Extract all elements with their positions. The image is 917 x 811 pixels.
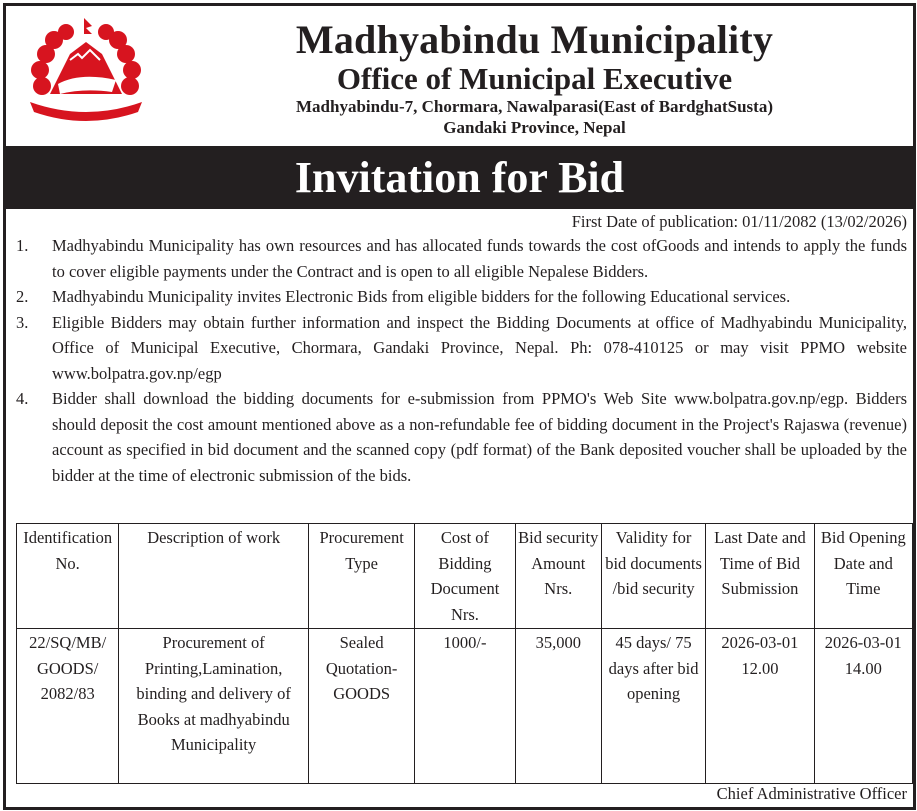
clause-number: 3. — [16, 312, 29, 332]
address-line-1: Madhyabindu-7, Chormara, Nawalparasi(East of BardghatSusta) — [296, 97, 773, 116]
nepal-emblem-icon — [20, 14, 152, 126]
header-identification: Identification No. — [17, 524, 119, 629]
table-row — [17, 629, 913, 784]
clause-text: Madhyabindu Municipality has own resources and has allocated funds towards the cost ofGoods and intends to apply the funds to cover eligible payments under the Contract and is open to all eligible Nepalese Bidders. — [52, 236, 907, 281]
clause-item — [6, 233, 913, 284]
signatory: Chief Administrative Officer — [716, 784, 907, 803]
notice-title-banner: Invitation for Bid — [6, 146, 913, 209]
header-cost: Cost of Bidding Document Nrs. — [415, 524, 515, 629]
cell-bid-security: 35,000 — [515, 629, 601, 784]
cell-validity: 45 days/ 75 days after bid opening — [601, 629, 705, 784]
cell-last-date: 2026-03-01 12.00 — [706, 629, 814, 784]
cell-cost: 1000/- — [415, 629, 515, 784]
cell-description: Procurement of Printing,Lamination, binding and delivery of Books at madhyabindu Municipality — [119, 629, 309, 784]
header-description: Description of work — [119, 524, 309, 629]
header-bid-security: Bid security Amount Nrs. — [515, 524, 601, 629]
clause-item — [6, 284, 913, 310]
header-opening-date: Bid Opening Date and Time — [814, 524, 912, 629]
header-validity: Validity for bid documents /bid security — [601, 524, 705, 629]
header-last-date: Last Date and Time of Bid Submission — [706, 524, 814, 629]
header-procurement-type: Procurement Type — [308, 524, 414, 629]
publication-date: First Date of publication: 01/11/2082 (13/02/2026) — [571, 212, 907, 231]
clause-number: 2. — [16, 287, 29, 306]
clause-text: Eligible Bidders may obtain further information and inspect the Bidding Documents at office of Madhyabindu Municipality, Office of Municipal Executive, Chormara, Gandaki Province, Nepal. Ph: 078-410125 or may visit PPMO website www.bolpatra.gov.np/egp — [52, 312, 907, 383]
notice-header — [6, 6, 913, 146]
clause-text: Bidder shall download the bidding documents for e-submission from PPMO's Web Site www.bolpatra.gov.np/egp. Bidders should deposit the cost amount mentioned above as a non-refundable fee of bidding document in the Project's Rajaswa (revenue) account as specified in bid document and the scanned copy (pdf format) of the Bank deposited voucher shall be uploaded by the bidder at the time of electronic submission of the bids. — [52, 389, 907, 485]
header-titles — [156, 6, 913, 138]
notice-frame — [3, 3, 916, 810]
cell-procurement-type: Sealed Quotation- GOODS — [308, 629, 414, 784]
clause-item — [6, 386, 913, 488]
office-name: Office of Municipal Executive — [336, 61, 733, 96]
clause-text: Madhyabindu Municipality invites Electronic Bids from eligible bidders for the following Educational services. — [52, 287, 791, 306]
clause-number: 4. — [16, 389, 29, 408]
municipality-name: Madhyabindu Municipality — [295, 17, 774, 62]
bid-table — [16, 523, 913, 784]
cell-identification: 22/SQ/MB/ GOODS/ 2082/83 — [17, 629, 119, 784]
clause-number: 1. — [16, 236, 29, 255]
address-line-2: Gandaki Province, Nepal — [443, 118, 626, 137]
table-header-row — [17, 524, 913, 629]
clauses-list — [6, 233, 913, 488]
cell-opening-date: 2026-03-01 14.00 — [814, 629, 912, 784]
clause-item — [6, 310, 913, 387]
